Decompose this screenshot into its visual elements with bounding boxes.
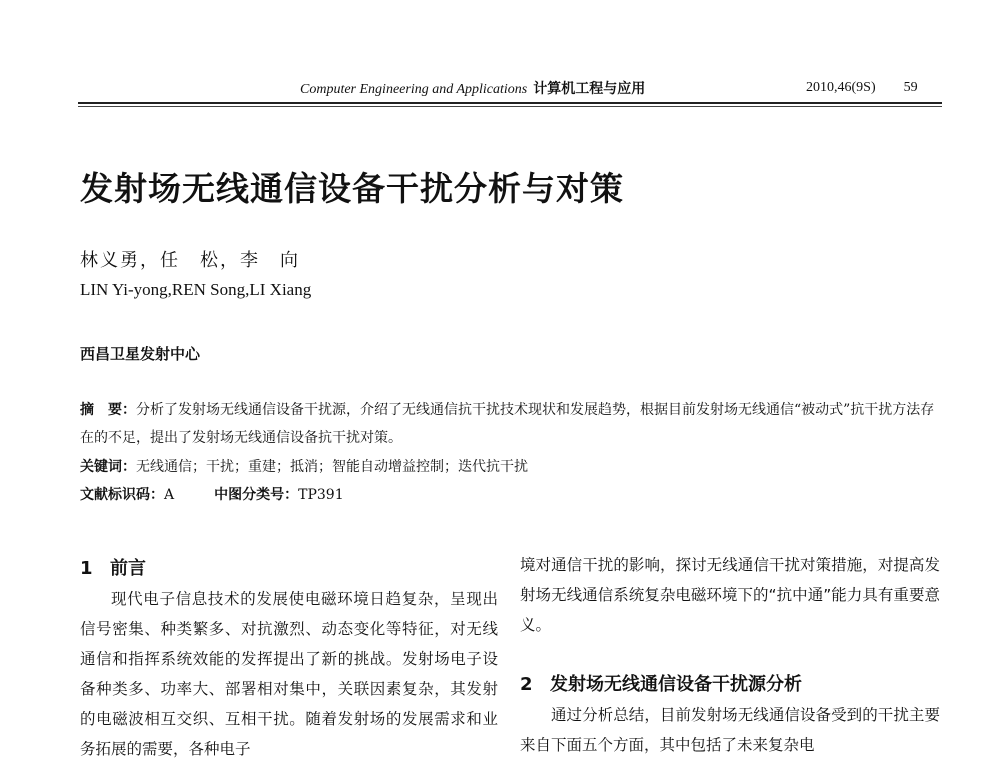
issue-number: 2010,46(9S) (806, 80, 876, 95)
abstract-text: 分析了发射场无线通信设备干扰源，介绍了无线通信抗干扰技术现状和发展趋势，根据目前发射场无线通信“被动式”抗干扰方法存在的不足，提出了发射场无线通信设备抗干扰对策。 (80, 402, 935, 446)
right-column-continuation: 境对通信干扰的影响，探讨无线通信干扰对策措施，对提高发射场无线通信系统复杂电磁环境下的“抗中通”能力具有重要意义。 (520, 556, 940, 634)
keywords-label: 关键词： (80, 459, 136, 475)
section-1-heading (80, 554, 146, 580)
section-1-title: 前言 (110, 558, 146, 579)
section-2-body: 通过分析总结，目前发射场无线通信设备受到的干扰主要来自下面五个方面，其中包括了未来复杂电 (520, 706, 940, 754)
keywords (80, 456, 528, 476)
authors-en: LIN Yi-yong,REN Song,LI Xiang (80, 280, 312, 299)
classification (80, 484, 344, 504)
journal-name-en: Computer Engineering and Applications (300, 82, 528, 97)
affiliation: 西昌卫星发射中心 (80, 345, 201, 363)
section-1-number: 1 (80, 558, 93, 579)
header-rule-thick (78, 102, 942, 104)
journal-header (300, 78, 645, 98)
abstract (80, 396, 940, 452)
doc-code-label: 文献标识码： (80, 487, 164, 503)
section-2-heading (520, 670, 802, 696)
authors-cn: 林义勇，任 松，李 向 (80, 250, 300, 271)
header-rule-thin (78, 106, 942, 107)
keywords-text: 无线通信；干扰；重建；抵消；智能自动增益控制；迭代抗干扰 (136, 459, 528, 475)
issue-info (806, 80, 918, 96)
clc-label: 中图分类号： (214, 487, 299, 503)
doc-code-value: A (164, 487, 175, 503)
clc-value: TP391 (298, 487, 344, 503)
section-2-number: 2 (520, 674, 533, 695)
paper-title: 发射场无线通信设备干扰分析与对策 (80, 169, 624, 208)
journal-name-cn: 计算机工程与应用 (533, 81, 646, 97)
page-number: 59 (903, 80, 918, 95)
abstract-label: 摘 要： (80, 402, 136, 418)
section-2-title: 发射场无线通信设备干扰源分析 (550, 674, 802, 695)
section-1-body: 现代电子信息技术的发展使电磁环境日趋复杂，呈现出信号密集、种类繁多、对抗激烈、动态变化等特征，对无线通信和指挥系统效能的发挥提出了新的挑战。发射场电子设备种类多、功率大、部署相对集中，关联因素复杂，其发射的电磁波相互交织、互相干扰。随着发射场的发展需求和业务拓展的需要，各种电子 (80, 590, 498, 758)
